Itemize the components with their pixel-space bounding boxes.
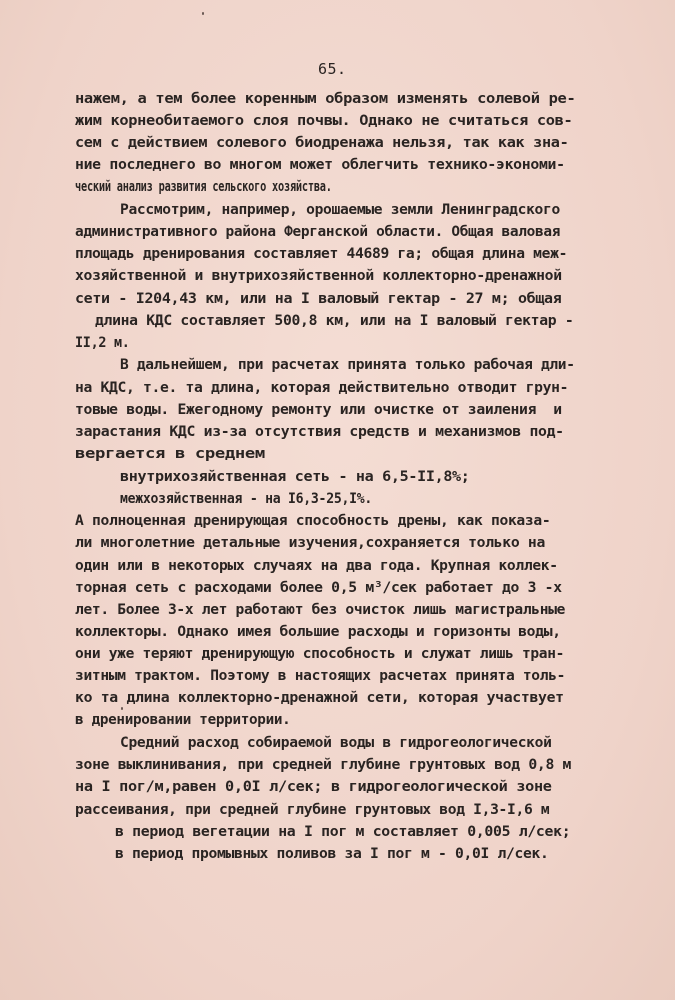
text-line: на I пог/м,равен 0,0I л/сек; в гидрогеологической зоне: [75, 779, 552, 795]
paper-speck: [202, 12, 204, 15]
text-line: зарастания КДС из-за отсутствия средств и механизмов под-: [75, 424, 564, 440]
text-line: в период вегетации на I пог м составляет 0,005 л/сек;: [115, 824, 571, 840]
text-line: торная сеть с расходами более 0,5 м³/сек работает до 3 -х: [75, 580, 562, 596]
text-line: товые воды. Ежегодному ремонту или очистке от заиления и: [75, 402, 562, 418]
text-line: сети - I204,43 км, или на I валовый гектар - 27 м; общая: [75, 291, 562, 307]
text-line: А полноценная дренирующая способность дрены, как показа-: [75, 513, 551, 529]
page-number: 65.: [318, 60, 347, 78]
text-line: В дальнейшем, при расчетах принята только рабочая дли-: [120, 357, 575, 373]
text-line: площадь дренирования составляет 44689 га; общая длина меж-: [75, 246, 568, 262]
text-line: длина КДС составляет 500,8 км, или на I валовый гектар -: [95, 313, 574, 329]
text-line: Рассмотрим, например, орошаемые земли Ленинградского: [120, 202, 560, 218]
text-line: жим корнеобитаемого слоя почвы. Однако не считаться сов-: [75, 113, 573, 129]
text-line: II,2 м.: [75, 335, 130, 351]
text-line: межхозяйственная - на I6,3-25,I%.: [120, 491, 373, 507]
text-line: рассеивания, при средней глубине грунтовых вод I,3-I,6 м: [75, 802, 550, 818]
text-line: они уже теряют дренирующую способность и служат лишь тран-: [75, 646, 565, 662]
text-line: коллекторы. Однако имея большие расходы и горизонты воды,: [75, 624, 561, 640]
text-line: зоне выклинивания, при средней глубине грунтовых вод 0,8 м: [75, 757, 572, 773]
text-line: один или в некоторых случаях на два года. Крупная коллек-: [75, 558, 558, 574]
text-line: в период промывных поливов за I пог м - 0,0I л/сек.: [115, 846, 549, 862]
text-line: зитным трактом. Поэтому в настоящих расчетах принята толь-: [75, 668, 566, 684]
text-line: нажем, а тем более коренным образом изменять солевой ре-: [75, 91, 576, 107]
paper-speck: [121, 707, 123, 710]
text-line: Средний расход собираемой воды в гидрогеологической: [120, 735, 552, 751]
text-line: лет. Более 3-х лет работают без очисток лишь магистральные: [75, 602, 566, 618]
text-line: ческий анализ развития сельского хозяйства.: [75, 179, 332, 195]
text-line: административного района Ферганской области. Общая валовая: [75, 224, 561, 240]
text-line: в дренировании территории.: [75, 712, 291, 728]
text-line: сем с действием солевого биодренажа нельзя, так как зна-: [75, 135, 569, 151]
text-line: на КДС, т.е. та длина, которая действительно отводит грун-: [75, 380, 569, 396]
text-line: ли многолетние детальные изучения,сохраняется только на: [75, 535, 546, 551]
text-line: ко та длина коллекторно-дренажной сети, которая участвует: [75, 690, 564, 706]
text-line: хозяйственной и внутрихозяйственной коллекторно-дренажной: [75, 268, 562, 284]
text-line: вергается в среднем: [75, 446, 265, 462]
text-line: внутрихозяйственная сеть - на 6,5-II,8%;: [120, 469, 470, 485]
text-line: ние последнего во многом может облегчить технико-экономи-: [75, 157, 565, 173]
